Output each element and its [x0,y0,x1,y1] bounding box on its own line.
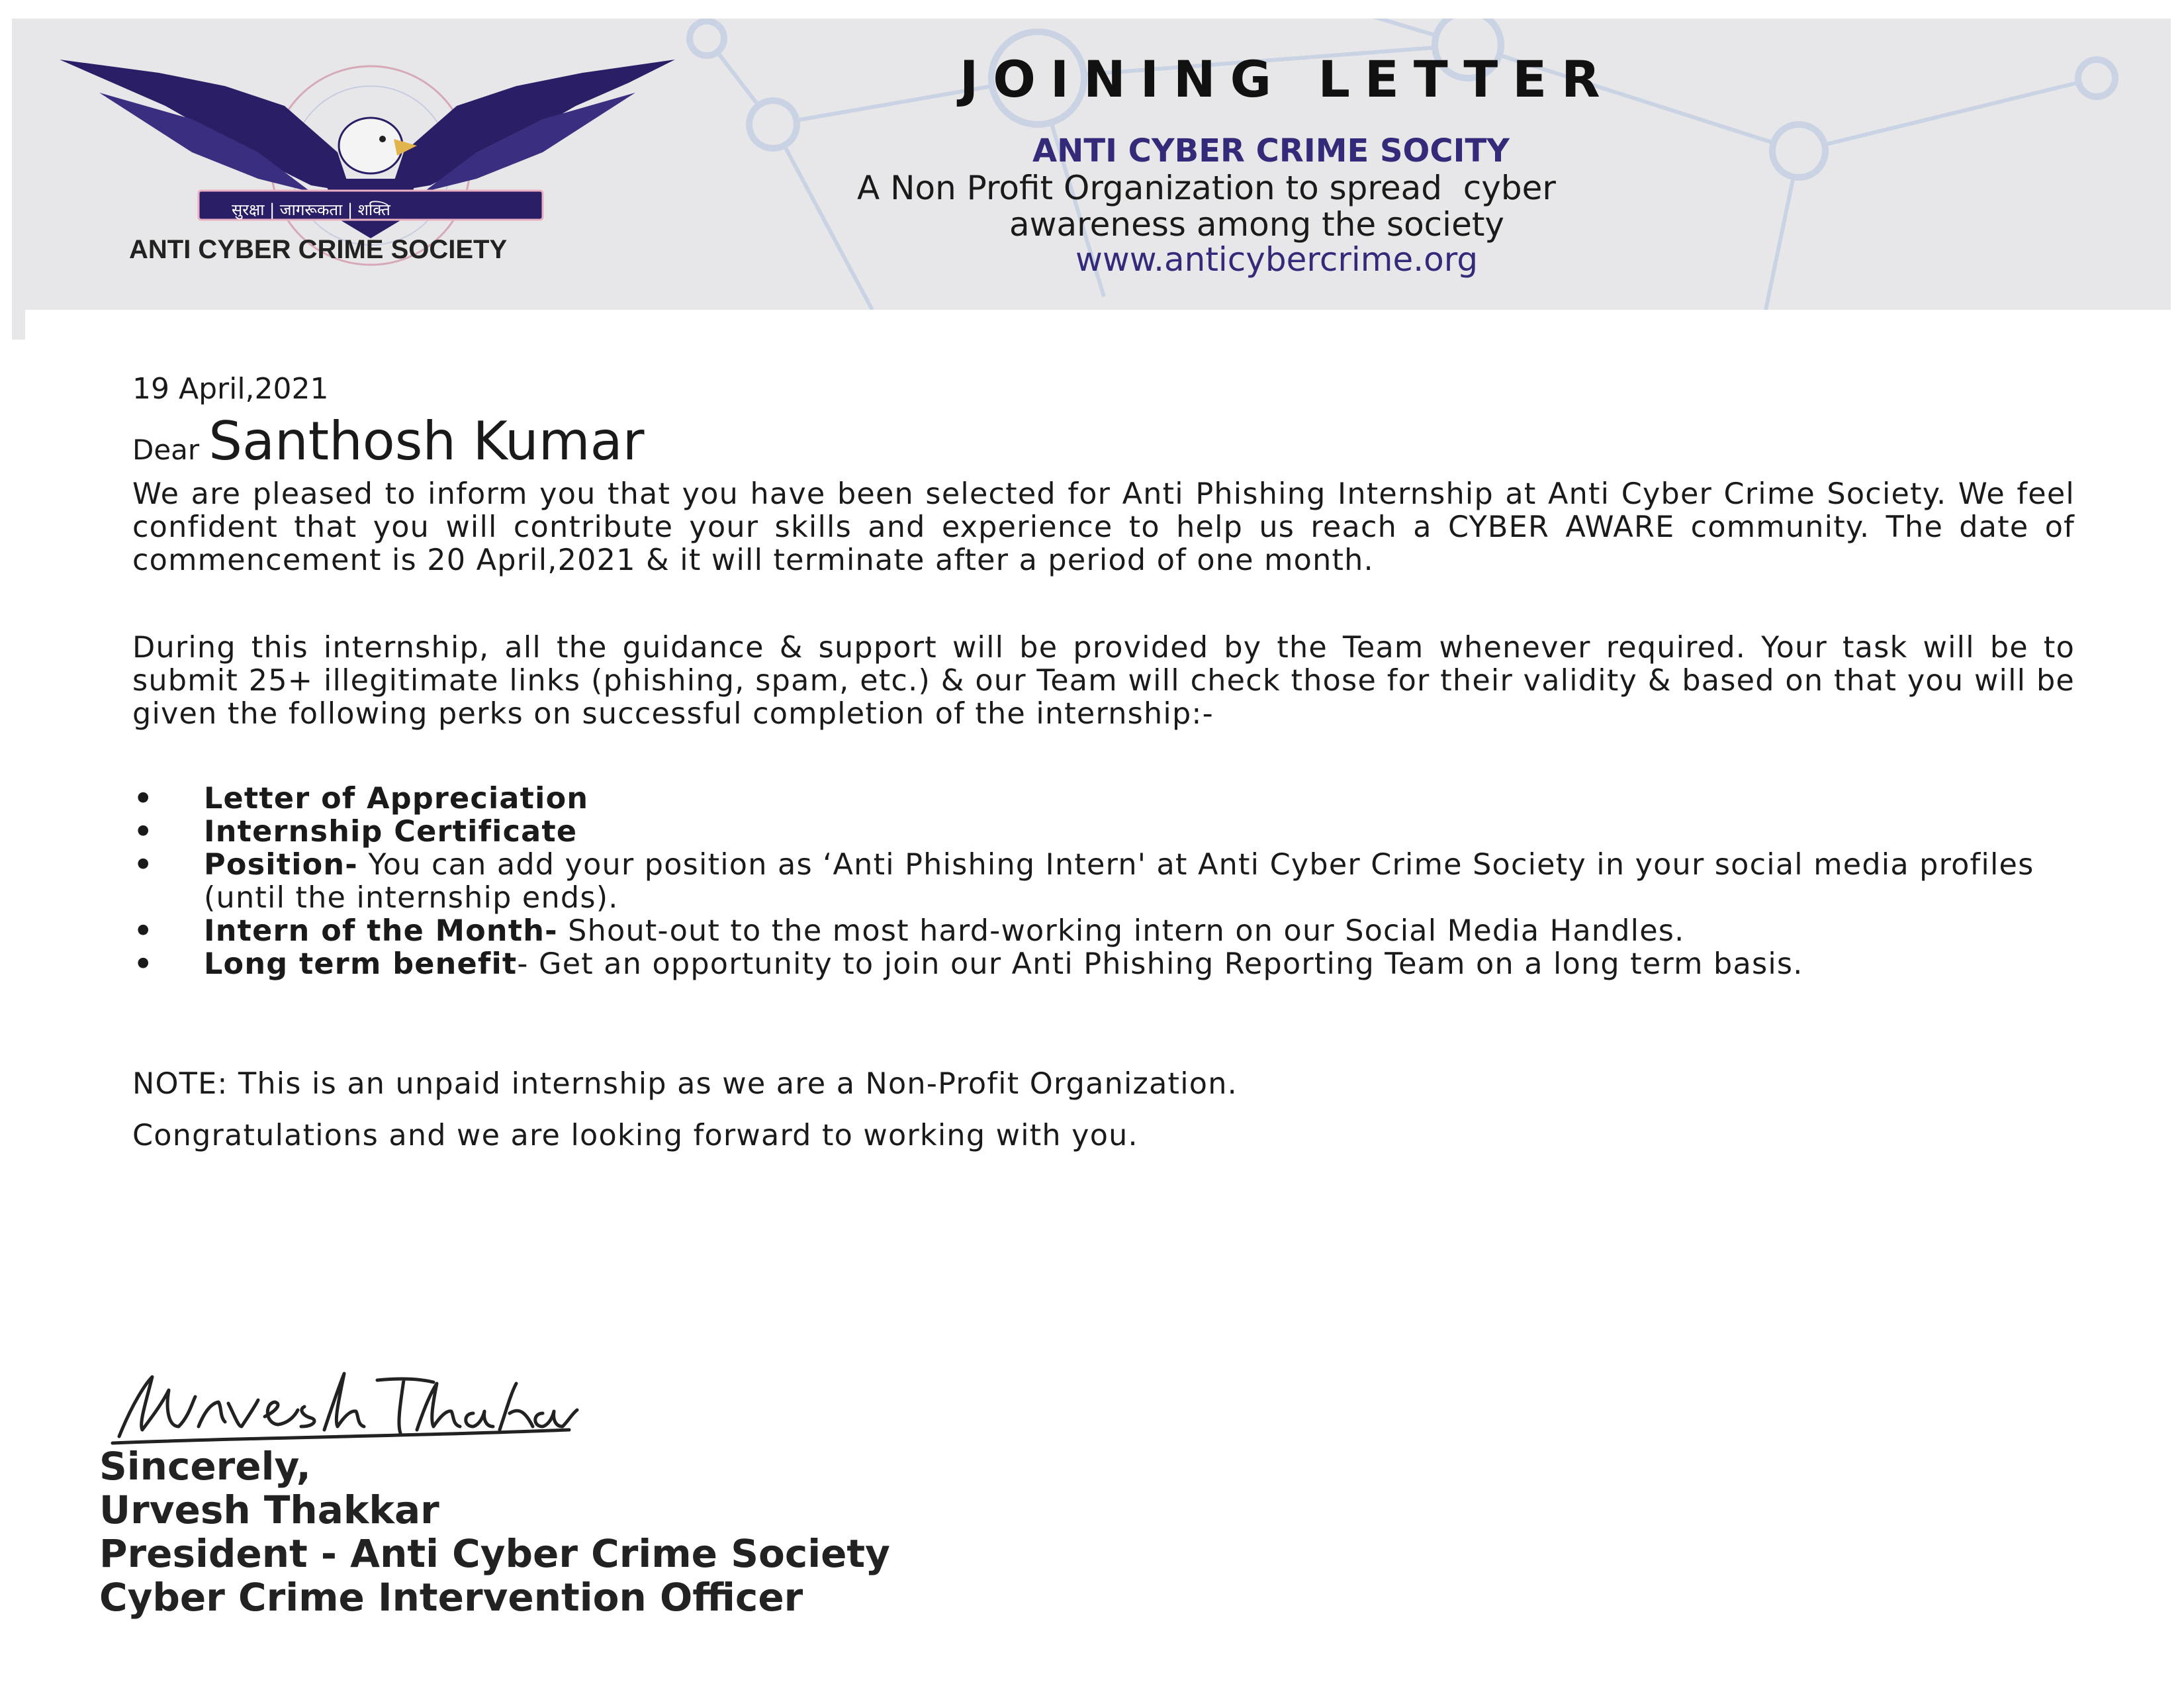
perk-title: Internship Certificate [204,815,578,849]
list-item [132,782,2078,816]
perk-title: Long term benefit [204,947,518,981]
paragraph-selection: We are pleased to inform you that you have been selected for Anti Phishing Internship at Anti Cyber Crime Society. We feel confident that you will contribute your skills and experience to help us reach a CYBER AWARE community. The date of commencement is 20 April,2021 & it will terminate after a period of one month. [132,477,2075,577]
perk-title: Intern of the Month- [204,914,558,948]
recipient-name: Santhosh Kumar [208,410,645,472]
list-item [132,816,2078,849]
salutation: Dear [132,434,200,466]
letter-date: 19 April,2021 [132,372,329,406]
signoff-valediction: Sincerely, [99,1444,311,1489]
signoff-role: Cyber Crime Intervention Officer [99,1575,803,1620]
letter-title: JOINING LETTER [960,50,1615,109]
perk-title: Letter of Appreciation [204,782,589,816]
list-item [132,915,2078,948]
bullet-icon: • [134,947,154,981]
bullet-icon: • [134,782,154,816]
handwritten-signature [106,1364,582,1450]
logo-motto: सुरक्षा | जागरूकता | शक्ति [232,201,390,219]
list-item [132,948,2078,981]
signoff-block [99,1444,890,1619]
website-link[interactable]: www.anticybercrime.org [1075,240,1479,279]
perk-text: You can add your position as ‘Anti Phishing Intern' at Anti Cyber Crime Society in your social media profiles (until the internship ends). [204,848,2034,915]
perk-title: Position- [204,848,358,882]
organization-name: ANTI CYBER CRIME SOCITY [1032,132,1510,169]
bullet-icon: • [134,848,154,882]
signoff-title: President - Anti Cyber Crime Society [99,1531,890,1576]
paragraph-task: During this internship, all the guidance & support will be provided by the Team whenever required. Your task will be to submit 25+ illegitimate links (phishing, spam, etc.) & our Team will check those for their validity & based on that you will be given the following perks on successful completion of the internship:- [132,631,2075,731]
tagline-line-1: A Non Profit Organization to spread cyber [857,169,1556,207]
perk-text: - Get an opportunity to join our Anti Phishing Reporting Team on a long term basis. [517,947,1803,981]
perk-text: Shout-out to the most hard-working intern on our Social Media Handles. [557,914,1685,948]
tagline-line-2: awareness among the society [1009,205,1505,244]
logo-caption: ANTI CYBER CRIME SOCIETY [129,235,508,264]
signoff-name: Urvesh Thakkar [99,1487,439,1532]
perks-list [132,782,2078,981]
bullet-icon: • [134,914,154,948]
bullet-icon: • [134,815,154,849]
greeting [132,410,645,472]
list-item [132,849,2078,915]
note-text: NOTE: This is an unpaid internship as we are a Non-Profit Organization. [132,1067,1238,1101]
closing-text: Congratulations and we are looking forward to working with you. [132,1119,1138,1152]
